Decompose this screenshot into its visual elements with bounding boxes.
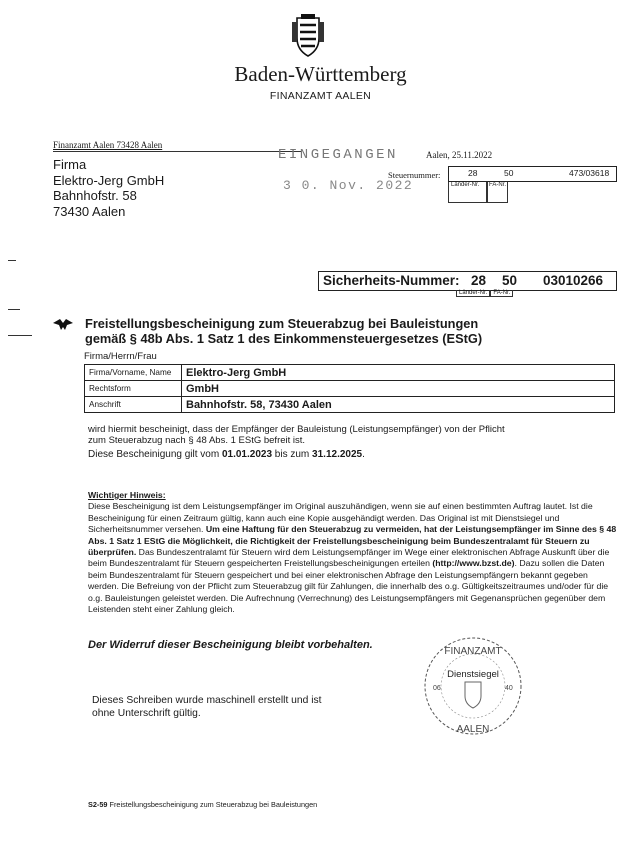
table-value: Bahnhofstr. 58, 73430 Aalen xyxy=(182,397,615,413)
machine-note-line: Dieses Schreiben wurde maschinell erstellt und ist xyxy=(92,695,322,706)
official-seal-icon xyxy=(421,634,526,739)
table-row xyxy=(85,397,615,413)
fold-mark xyxy=(8,260,16,261)
received-stamp-label: EINGEGANGEN xyxy=(278,147,398,163)
seal-num-right: 40 xyxy=(505,685,513,692)
important-notice xyxy=(88,490,618,615)
sub-fa: FA-Nr. xyxy=(490,290,513,297)
security-number-part3: 03010266 xyxy=(543,273,604,288)
form-code: S2-59 xyxy=(88,800,108,809)
form-footer xyxy=(88,800,317,809)
notice-url[interactable]: (http://www.bzst.de) xyxy=(432,558,515,569)
validity-to: 31.12.2025 xyxy=(312,449,363,460)
security-number-box xyxy=(318,271,617,291)
revocation-notice: Der Widerruf dieser Bescheinigung bleibt vorbehalten. xyxy=(88,639,373,651)
tax-number-part1: 28 xyxy=(468,168,478,178)
notice-text: . Dazu sollen die Daten beim Bundeszentralamt für Steuern gespeichert und bei einer elektronischen Abfrage den Leistungsempfängern bekannt gegeben werden. Die Befreiung von der Pflicht zum Steuerabzug gilt für Zahlungen, die innerhalb des o.g. Gültigkeitszeitraumes und/oder für die o.g. Bauleistungen geleistet werden. Die Aufrechnung (Verrechnung) des Leistungsempfängers mit Gegenansprüchen gegenüber dem Leistenden steht einer Zahlung gleich. xyxy=(88,558,609,615)
recipient-line: Elektro-Jerg GmbH xyxy=(53,172,165,188)
form-title: Firma/Herrn/Frau xyxy=(84,351,157,362)
security-number-part2: 50 xyxy=(502,273,518,288)
validity-prefix: Diese Bescheinigung gilt vom xyxy=(88,449,222,460)
machine-note xyxy=(92,694,322,720)
tax-number-label: Steuernummer: xyxy=(388,170,441,180)
recipient-line: 73430 Aalen xyxy=(53,203,126,219)
heading-line: Freistellungsbescheinigung zum Steuerabzug bei Bauleistungen xyxy=(85,316,479,331)
security-number-label: Sicherheits-Nummer: xyxy=(323,273,460,288)
recipient-address xyxy=(53,157,164,219)
validity-middle: bis zum xyxy=(272,449,313,460)
sub-laender: Länder-Nr. xyxy=(456,290,490,297)
table-label: Firma/Vorname, Name xyxy=(85,365,182,381)
certification-line: zum Steuerabzug nach § 48 Abs. 1 EStG befreit ist. xyxy=(88,435,306,446)
table-value: GmbH xyxy=(182,381,615,397)
tax-number-box xyxy=(448,166,617,182)
form-footer-text: Freistellungsbescheinigung zum Steuerabzug bei Bauleistungen xyxy=(107,800,318,809)
heading-line: gemäß § 48b Abs. 1 Satz 1 des Einkommensteuergesetzes (EStG) xyxy=(85,331,483,346)
coat-of-arms-icon xyxy=(291,14,325,58)
seal-center: Dienstsiegel xyxy=(447,669,499,680)
notice-title: Wichtiger Hinweis: xyxy=(88,490,166,500)
received-stamp-date: 3 0. Nov. 2022 xyxy=(283,178,414,193)
certification-line: wird hiermit bescheinigt, dass der Empfänger der Bauleistung (Leistungsempfänger) von der Pflicht xyxy=(88,424,505,435)
fold-mark xyxy=(8,335,32,336)
seal-top: FINANZAMT xyxy=(444,646,502,657)
notice-bold: Um eine Haftung für den Steuerabzug zu vermeiden, hat der Leistungsempfänger im Sinne des § 48 Abs. 1 Satz 1 EStG die Möglichkeit, die Richtigkeit der Freistellungsbescheinigung beim Bundeszentralamt für Steuern zu überprüfen. xyxy=(88,524,617,558)
company-table xyxy=(84,364,615,413)
seal-num-left: 06 xyxy=(433,685,441,692)
validity-suffix: . xyxy=(362,449,365,460)
tax-number-part2: 50 xyxy=(504,168,514,178)
table-label: Anschrift xyxy=(85,397,182,413)
certification-text xyxy=(88,424,505,446)
notice-text: Diese Bescheinigung ist dem Leistungsempfänger im Original auszuhändigen, wenn sie auf einen bestimmten Auftrag lautet. Ist die Bescheinigung für einen Zeitraum gültig, kann auch eine Kopie ausgehändigt werden. Das Original ist mit Dienstsiegel und Sicherheitsnummer versehen. xyxy=(88,501,593,535)
validity-from: 01.01.2023 xyxy=(221,449,273,460)
notice-text: Das Bundeszentralamt für Steuern wird dem Leistungsempfänger im Wege einer elektronischen Abfrage Auskunft über die beim Bundeszentralamt für Steuern gespeicherten Freistellungsbescheinigungen erteilen xyxy=(88,547,610,569)
validity-text xyxy=(88,449,365,460)
security-number-part1: 28 xyxy=(471,273,487,288)
fold-mark xyxy=(8,309,20,310)
machine-note-line: ohne Unterschrift gültig. xyxy=(92,708,201,719)
table-row xyxy=(85,381,615,397)
seal-bottom: AALEN xyxy=(456,724,490,735)
table-value: Elektro-Jerg GmbH xyxy=(182,365,615,381)
recipient-line: Firma xyxy=(53,157,87,172)
office-name: FINANZAMT AALEN xyxy=(269,90,372,102)
document-heading xyxy=(85,316,482,346)
eagle-icon xyxy=(52,317,74,331)
table-label: Rechtsform xyxy=(85,381,182,397)
sub-fa: FA-Nr. xyxy=(486,182,508,203)
sub-laender: Länder-Nr. xyxy=(448,182,488,203)
table-row xyxy=(85,365,615,381)
security-number-sublabels xyxy=(456,290,513,296)
recipient-line: Bahnhofstr. 58 xyxy=(53,188,137,203)
letter-date: Aalen, 25.11.2022 xyxy=(426,150,493,160)
tax-number-part3: 473/03618 xyxy=(569,168,610,178)
state-title: Baden-Württemberg xyxy=(234,62,407,86)
sender-line: Finanzamt Aalen 73428 Aalen xyxy=(53,140,163,150)
sender-divider xyxy=(53,151,301,152)
